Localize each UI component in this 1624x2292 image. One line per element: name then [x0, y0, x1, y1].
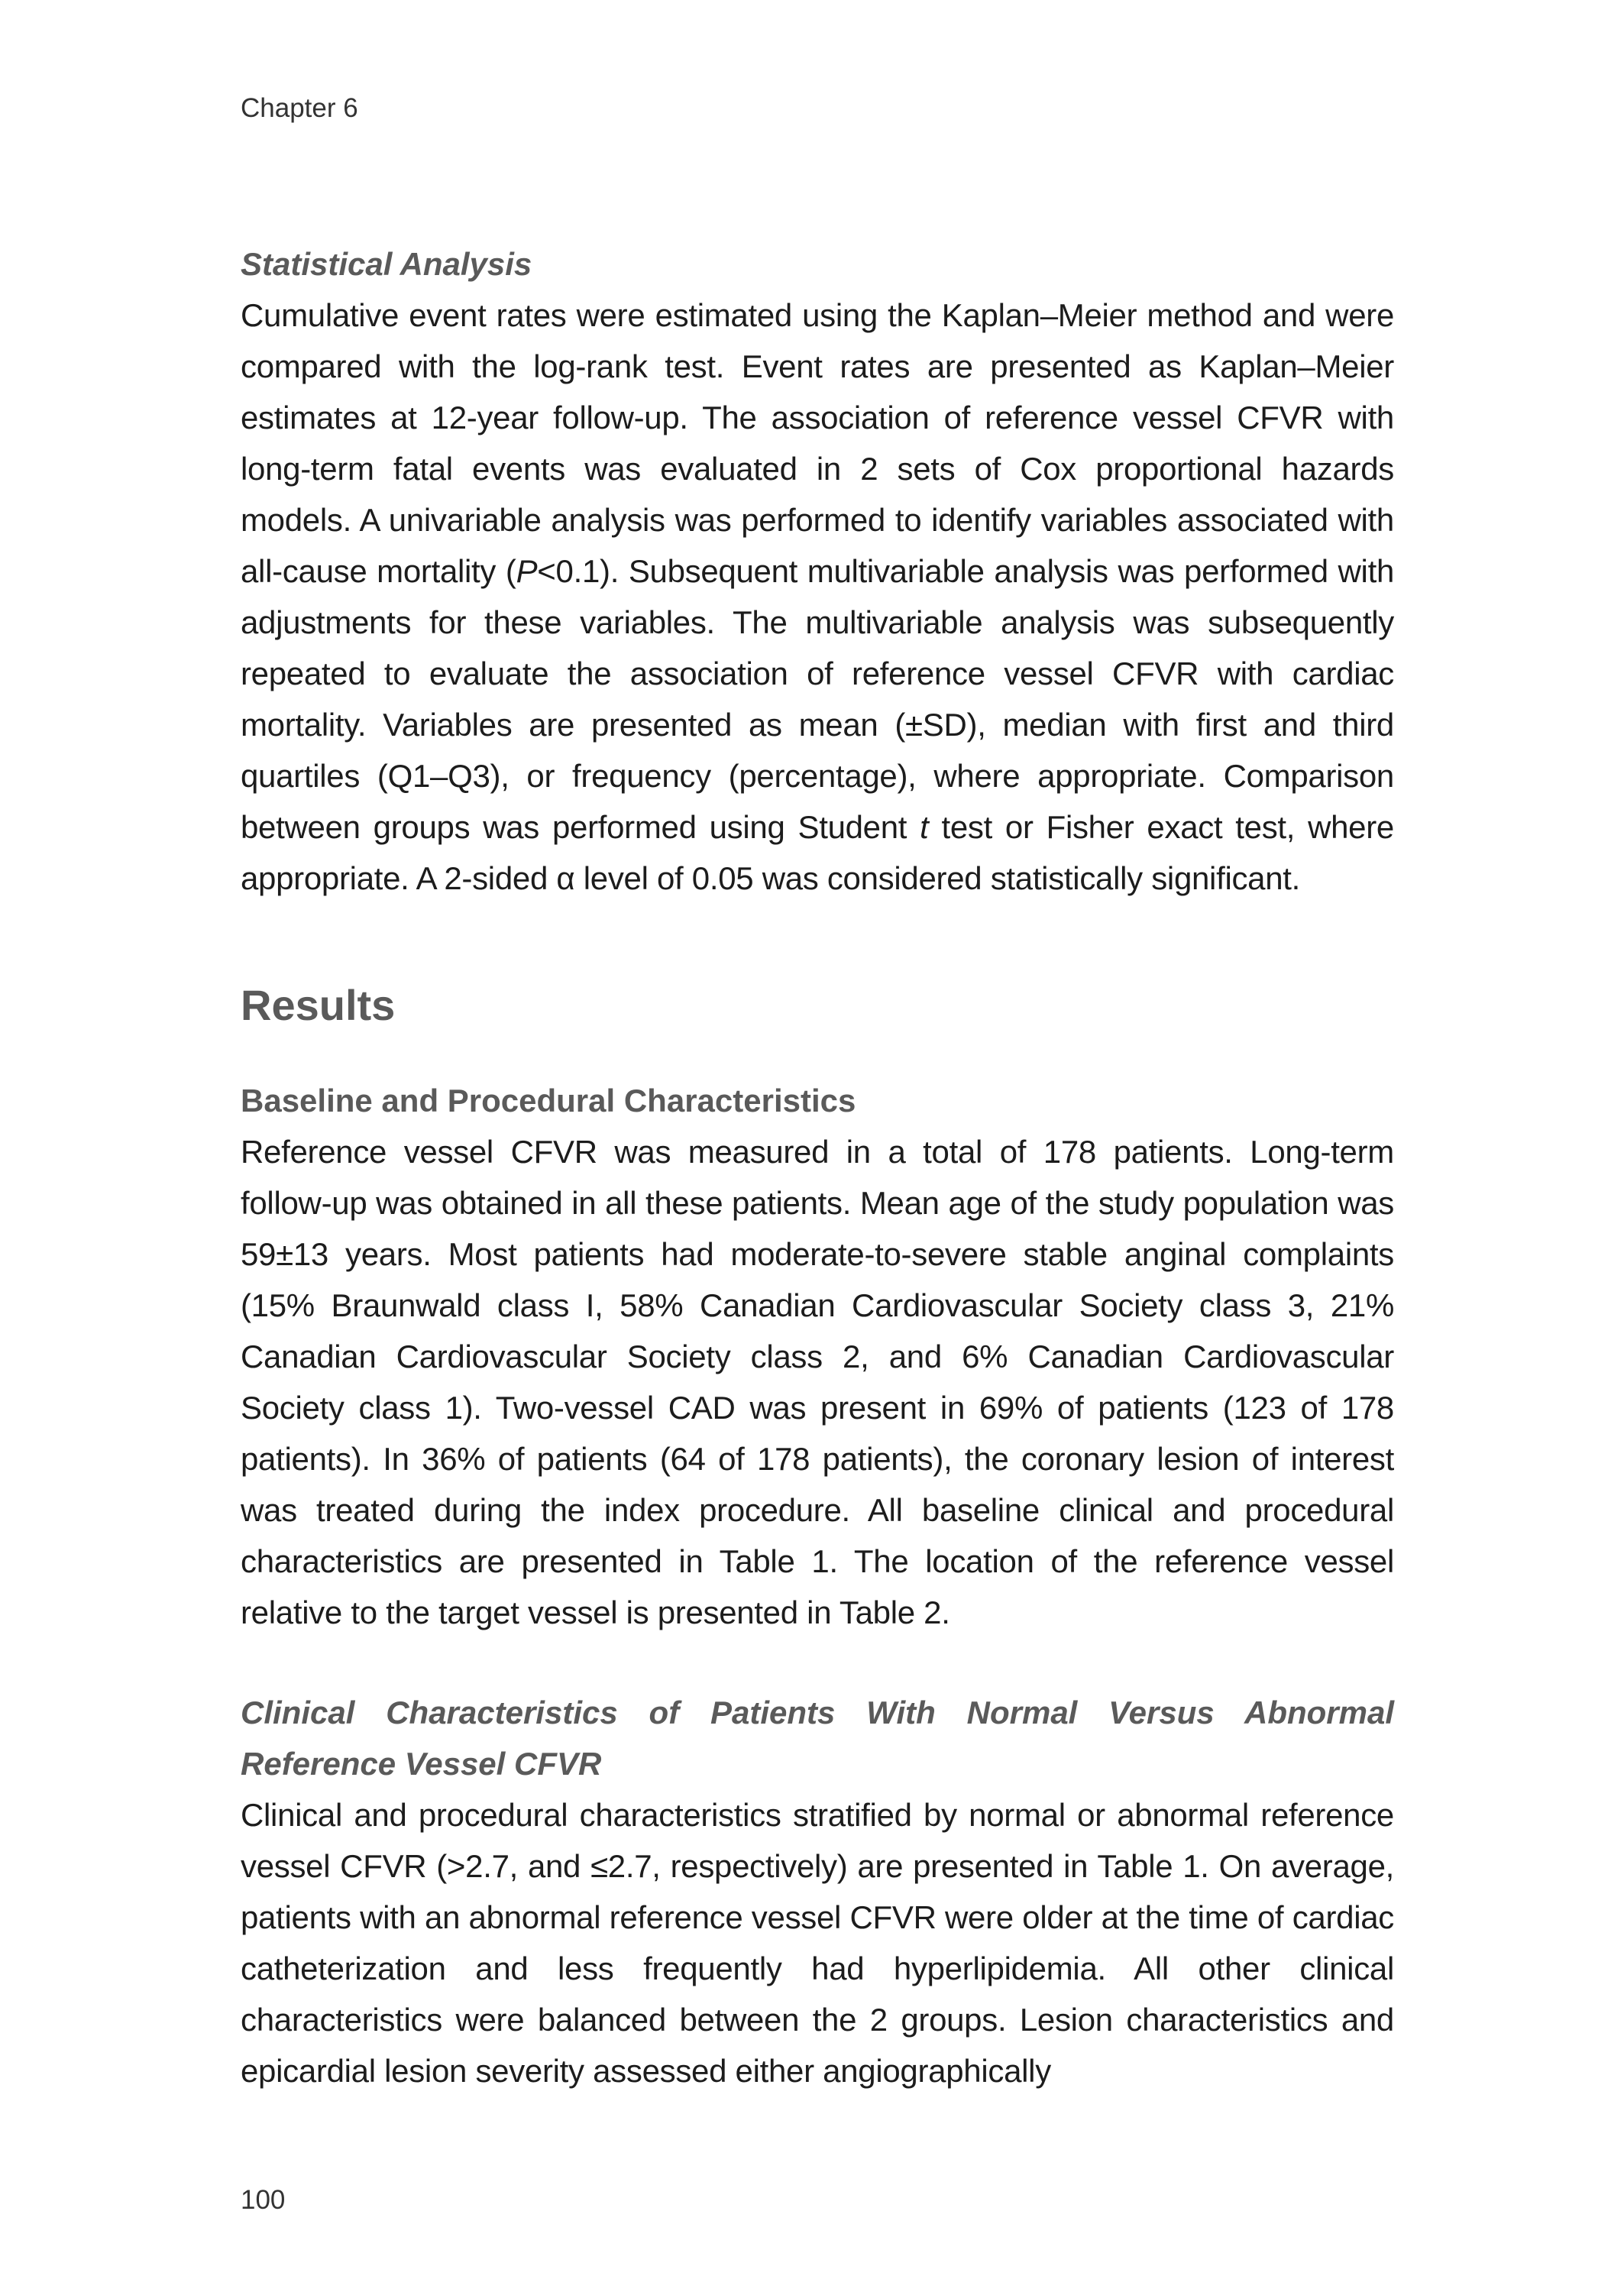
baseline-paragraph: Reference vessel CFVR was measured in a total of 178 patients. Long-term follow-up was obtained in all these patients. Mean age of the study population was 59±13 years. Most patients had moderate-to-severe stable anginal complaints (15% Braunwald class I, 58% Canadian Cardiovascular Society class 3, 21% Canadian Cardiovascular Society class 2, and 6% Canadian Cardiovascular Society class 1). Two-vessel CAD was present in 69% of patients (123 of 178 patients). In 36% of patients (64 of 178 patients), the coronary lesion of interest was treated during the index procedure. All baseline clinical and procedural characteristics are presented in Table 1. The location of the reference vessel relative to the target vessel is presented in Table 2.: [241, 1134, 1394, 1630]
running-header: Chapter 6: [241, 93, 358, 123]
page-number: 100: [241, 2185, 286, 2215]
results-heading: Results: [241, 981, 396, 1029]
statistical-analysis-text-1: Cumulative event rates were estimated using the Kaplan–Meier method and were compared with the log-rank test. Event rates are presented as Kaplan–Meier estimates at 12-year follow-up. The association of reference vessel CFVR with long-term fatal events was evaluated in 2 sets of Cox proportional hazards models. A univariable analysis was performed to identify variables associated with all-cause mortality (: [241, 297, 1394, 589]
p-value-symbol: P: [516, 553, 538, 589]
statistical-analysis-text-2: <0.1). Subsequent multivariable analysis was performed with adjustments for these variables. The multivariable analysis was subsequently repeated to evaluate the association of reference vessel CFVR with cardiac mortality. Variables are presented as mean (±SD), median with first and third quartiles (Q1–Q3), or frequency (percentage), where appropriate. Comparison between groups was performed using Student: [241, 553, 1394, 845]
main-content: [241, 238, 1394, 2096]
statistical-analysis-paragraph: [241, 290, 1394, 904]
statistical-analysis-heading: Statistical Analysis: [241, 246, 532, 282]
t-test-symbol: t: [920, 809, 929, 845]
clinical-characteristics-paragraph: Clinical and procedural characteristics stratified by normal or abnormal reference vessel CFVR (>2.7, and ≤2.7, respectively) are presented in Table 1. On average, patients with an abnormal reference vessel CFVR were older at the time of cardiac catheterization and less frequently had hyperlipidemia. All other clinical characteristics were balanced between the 2 groups. Lesion characteristics and epicardial lesion severity assessed either angiographically: [241, 1797, 1394, 2089]
baseline-heading: Baseline and Procedural Characteristics: [241, 1083, 856, 1118]
statistical-analysis-text-3: test or Fisher exact test, where appropriate. A 2-sided α level of 0.05 was considered statistically significant.: [241, 809, 1394, 896]
clinical-characteristics-heading: Clinical Characteristics of Patients With Normal Versus Abnormal Reference Vessel CFVR: [241, 1695, 1394, 1782]
